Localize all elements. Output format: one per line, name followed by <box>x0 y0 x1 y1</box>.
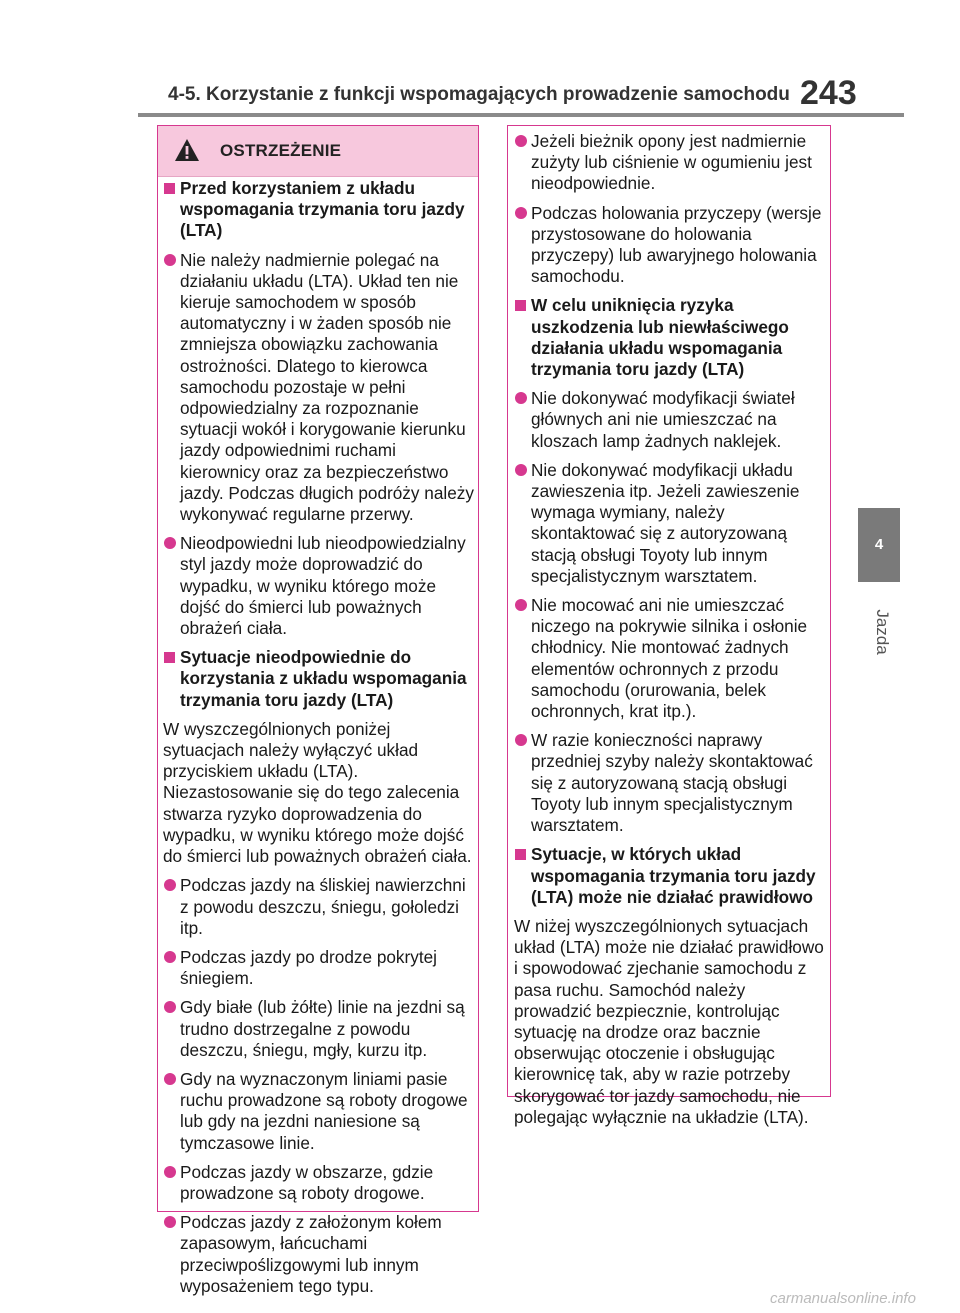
bullet-item: Podczas jazdy w obszarze, gdzie prowadzone są roboty drogowe. <box>163 1162 475 1204</box>
bullet-item: Nieodpowiedni lub nieodpowiedzialny styl jazdy może doprowadzić do wypadku, w wyniku którego może dojść do śmierci lub poważnych obrażeń ciała. <box>163 533 475 639</box>
chapter-tab: 4 <box>858 508 900 582</box>
page-number: 243 <box>800 74 857 112</box>
subheading: Sytuacje nieodpowiednie do korzystania z układu wspomagania trzymania toru jazdy (LTA) <box>163 647 475 711</box>
header-divider <box>138 113 904 117</box>
paragraph: W wyszczególnionych poniżej sytuacjach należy wyłączyć układ przyciskiem układu (LTA). Niezastosowanie się do tego zalecenia stwarza ryzyko doprowadzenia do wypadku, w wyniku którego może dojść do śmierci lub poważnych obrażeń ciała. <box>163 718 472 867</box>
chapter-label-text: Jazda <box>873 609 892 655</box>
page-header <box>0 0 960 118</box>
bullet-item: Jeżeli bieżnik opony jest nadmiernie zużyty lub ciśnienie w ogumieniu jest nieodpowiednie. <box>514 131 826 195</box>
subheading: W celu uniknięcia ryzyka uszkodzenia lub niewłaściwego działania układu wspomagania trzymania toru jazdy (LTA) <box>514 295 826 380</box>
warning-header <box>158 126 478 177</box>
warning-triangle-icon <box>174 138 200 162</box>
subheading: Przed korzystaniem z układu wspomagania trzymania toru jazdy (LTA) <box>163 178 475 242</box>
bullet-item: Nie mocować ani nie umieszczać niczego na pokrywie silnika i osłonie chłodnicy. Nie montować żadnych elementów ochronnych z przodu samochodu (orurowania, belek ochronnych, krat itp.). <box>514 595 826 722</box>
paragraph: W niżej wyszczególnionych sytuacjach układ (LTA) może nie działać prawidłowo i spowodować zjechanie samochodu z pasa ruchu. Samochód należy prowadzić bezpiecznie, kontrolując sytuację na drodze oraz bacznie obserwując otoczenie i obsługując kierownicę tak, aby w razie potrzeby skorygować tor jazdy samochodu, nie polegając wyłącznie na układzie (LTA). <box>514 915 824 1127</box>
bullet-item: Nie należy nadmiernie polegać na działaniu układu (LTA). Układ ten nie kieruje samochodem w sposób automatyczny i w żaden sposób nie zmniejsza obowiązku zachowania ostrożności. Dlatego to kierowca samochodu pozostaje w pełni odpowiedzialny za rozpoznanie sytuacji wokół i korygowanie kierunku jazdy odpowiednimi ruchami kierownicy oraz za bezpieczeństwo jazdy. Podczas długich podróży należy wykonywać regularne przerwy. <box>163 250 475 526</box>
bullet-item: Podczas jazdy na śliskiej nawierzchni z powodu deszczu, śniegu, gołoledzi itp. <box>163 875 475 939</box>
warning-title: OSTRZEŻENIE <box>220 141 342 160</box>
bullet-item: Podczas jazdy po drodze pokrytej śniegiem. <box>163 947 475 989</box>
bullet-item: Gdy na wyznaczonym liniami pasie ruchu prowadzone są roboty drogowe lub gdy na jezdni naniesione są tymczasowe linie. <box>163 1069 475 1154</box>
bullet-item: Nie dokonywać modyfikacji układu zawieszenia itp. Jeżeli zawieszenie wymaga wymiany, należy skontaktować się z autoryzowaną stacją obsługi Toyoty lub innym specjalistycznym warsztatem. <box>514 460 826 587</box>
bullet-item: W razie konieczności naprawy przedniej szyby należy skontaktować się z autoryzowaną stacją obsługi Toyoty lub innym specjalistycznym warsztatem. <box>514 730 826 836</box>
watermark: carmanualsonline.info <box>770 1290 916 1307</box>
section-title: 4-5. Korzystanie z funkcji wspomagających prowadzenie samochodu <box>168 84 790 105</box>
warning-content-left <box>163 175 475 1305</box>
chapter-label <box>862 609 896 672</box>
bullet-item: Nie dokonywać modyfikacji świateł głównych ani nie umieszczać na kloszach lamp żadnych naklejek. <box>514 388 826 452</box>
warning-content-right <box>514 131 826 1136</box>
bullet-item: Podczas holowania przyczepy (wersje przystosowane do holowania przyczepy) lub awaryjnego holowania samochodu. <box>514 203 826 288</box>
bullet-item: Gdy białe (lub żółte) linie na jezdni są trudno dostrzegalne z powodu deszczu, śniegu, mgły, kurzu itp. <box>163 997 475 1061</box>
subheading: Sytuacje, w których układ wspomagania trzymania toru jazdy (LTA) może nie działać prawidłowo <box>514 844 826 908</box>
bullet-item: Podczas jazdy z założonym kołem zapasowym, łańcuchami przeciwpoślizgowymi lub innym wyposażeniem tego typu. <box>163 1212 475 1297</box>
